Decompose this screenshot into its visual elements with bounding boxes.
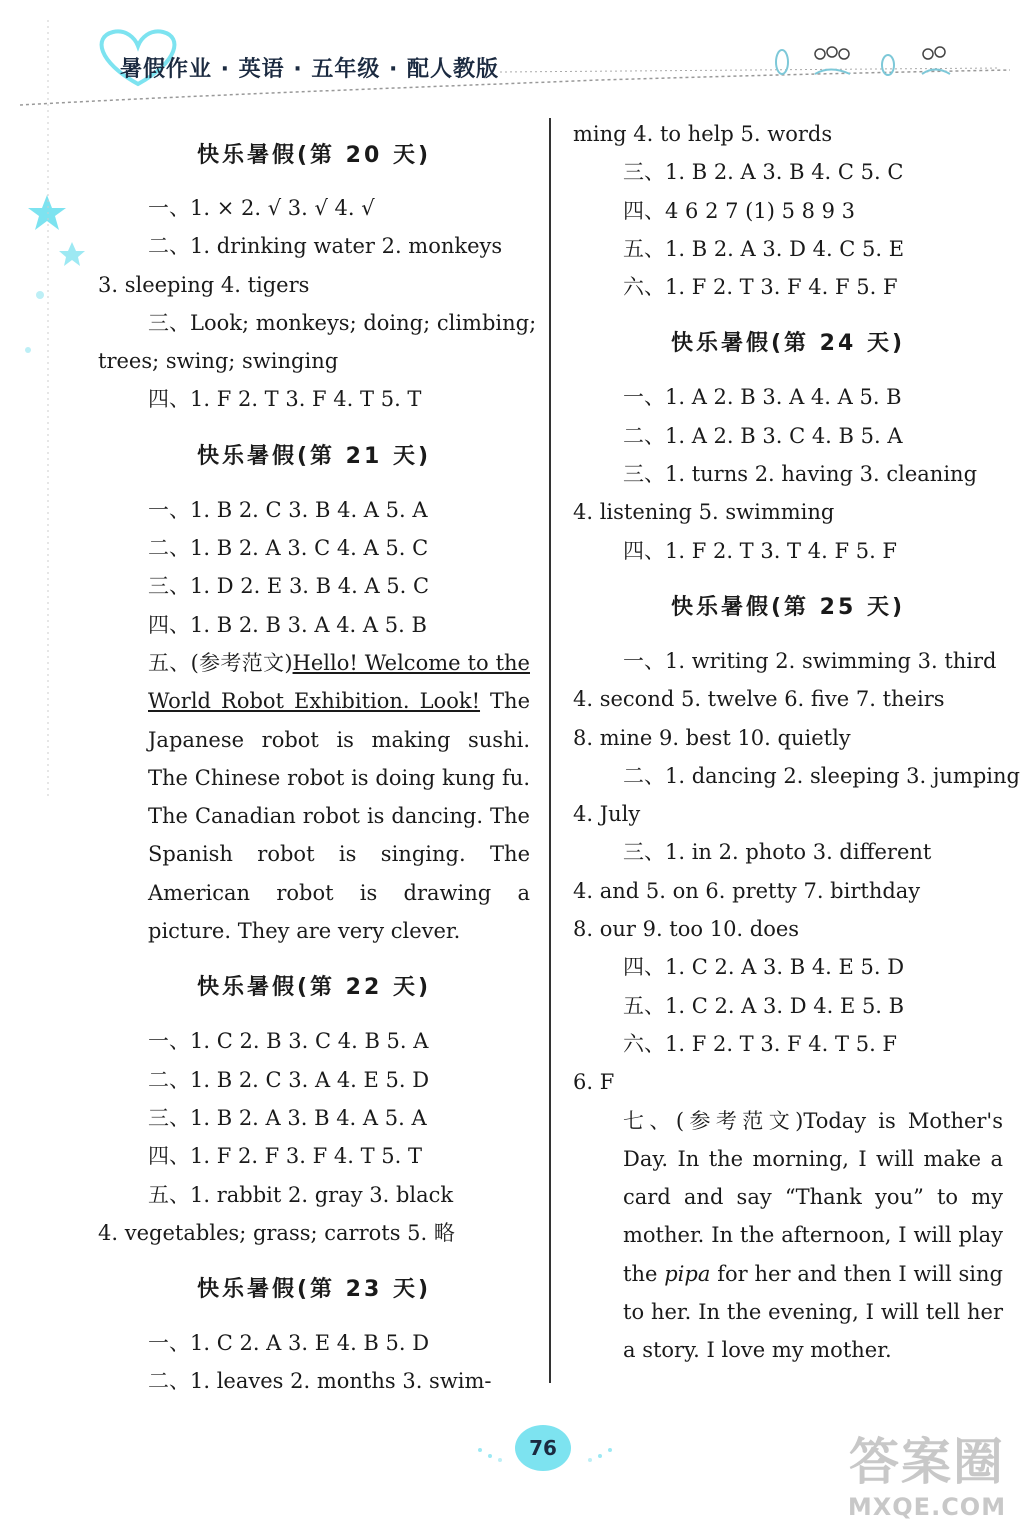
day22-section xyxy=(98,970,530,1252)
answer-line: 二、1. B 2. A 3. C 4. A 5. C xyxy=(148,536,429,561)
sample-essay xyxy=(98,644,530,950)
answer-line: 二、1. B 2. C 3. A 4. E 5. D xyxy=(148,1067,430,1092)
answer-line: 一、1. B 2. C 3. B 4. A 5. A xyxy=(148,497,428,522)
answer-line: 4. vegetables; grass; carrots 5. 略 xyxy=(98,1220,455,1245)
watermark-logo-text: 答案圈 xyxy=(849,1433,1005,1491)
answer-line: 二、1. drinking water 2. monkeys xyxy=(148,234,503,259)
answer-line: 二、1. dancing 2. sleeping 3. jumping xyxy=(623,763,1020,788)
answer-line: 4. July xyxy=(573,802,641,827)
answer-line: 五、1. C 2. A 3. D 4. E 5. B xyxy=(623,993,905,1018)
answer-line: 四、1. F 2. T 3. T 4. F 5. F xyxy=(623,538,897,563)
star-decoration-icon xyxy=(22,190,92,380)
section-title: 快乐暑假(第 25 天) xyxy=(670,594,906,620)
day23-continued-section xyxy=(573,115,1003,306)
answer-line: trees; swing; swinging xyxy=(98,349,339,374)
watermark-url: MXQE.COM xyxy=(847,1493,1007,1521)
page-header xyxy=(0,0,1032,110)
section-title: 快乐暑假(第 20 天) xyxy=(196,143,432,168)
left-margin-line xyxy=(46,20,50,800)
answer-line: 四、1. F 2. T 3. F 4. T 5. T xyxy=(148,387,422,412)
page-number: 76 xyxy=(515,1425,571,1471)
answer-line: 4. second 5. twelve 6. five 7. theirs xyxy=(573,687,945,712)
answer-line: 五、1. B 2. A 3. D 4. C 5. E xyxy=(623,236,905,261)
sample-essay xyxy=(573,1102,1003,1370)
essay-italic-text: pipa xyxy=(664,1261,711,1286)
essay-text: Today is Mother's Day. In the morning, I will make a card and say “Thank you” to my mother. In the afternoon, I will play the xyxy=(623,1108,1003,1286)
answer-line: 四、1. F 2. F 3. F 4. T 5. T xyxy=(148,1144,422,1169)
answer-line: 二、1. A 2. B 3. C 4. B 5. A xyxy=(623,423,903,448)
section-title: 快乐暑假(第 23 天) xyxy=(196,1277,432,1303)
essay-underlined-text: Hello! Welcome to the World Robot Exhibition. Look! xyxy=(148,650,530,714)
answer-line: 4. listening 5. swimming xyxy=(573,500,835,525)
right-column xyxy=(573,115,1020,1370)
day20-section xyxy=(98,138,537,419)
essay-prefix: 七、(参考范文) xyxy=(623,1108,804,1133)
answer-line: 3. sleeping 4. tigers xyxy=(98,272,310,297)
day25-section xyxy=(573,590,1020,1370)
answer-line: 一、1. C 2. A 3. E 4. B 5. D xyxy=(148,1331,430,1356)
essay-prefix: 五、(参考范文) xyxy=(148,650,293,675)
answer-line: 一、1. × 2. √ 3. √ 4. √ xyxy=(148,196,375,220)
answer-line: 三、1. D 2. E 3. B 4. A 5. C xyxy=(148,574,430,599)
answer-line: 六、1. F 2. T 3. F 4. T 5. F xyxy=(623,1031,897,1056)
section-title: 快乐暑假(第 22 天) xyxy=(196,975,432,1001)
answer-line: 五、1. rabbit 2. gray 3. black xyxy=(148,1182,454,1207)
essay-text: The Japanese robot is making sushi. The Chinese robot is doing kung fu. The Canadian robot is dancing. The Spanish robot is singing. The American robot is drawing a picture. They are very clever. xyxy=(148,689,530,944)
answer-line: 一、1. writing 2. swimming 3. third xyxy=(623,648,997,673)
answer-line: 4. and 5. on 6. pretty 7. birthday xyxy=(573,878,921,903)
answer-line: 8. mine 9. best 10. quietly xyxy=(573,725,851,750)
answer-line: 一、1. A 2. B 3. A 4. A 5. B xyxy=(623,385,902,410)
watermark xyxy=(832,1432,1022,1532)
day23-section xyxy=(98,1272,530,1401)
day21-section xyxy=(98,439,530,951)
section-title: 快乐暑假(第 24 天) xyxy=(670,331,906,357)
section-title: 快乐暑假(第 21 天) xyxy=(196,443,432,469)
answer-line: 四、1. C 2. A 3. B 4. E 5. D xyxy=(623,955,905,980)
answer-line: 四、1. B 2. B 3. A 4. A 5. B xyxy=(148,612,427,637)
answer-line: 一、1. C 2. B 3. C 4. B 5. A xyxy=(148,1029,429,1054)
answer-line: 三、1. B 2. A 3. B 4. C 5. C xyxy=(623,160,904,185)
column-divider xyxy=(549,118,551,1383)
answer-line: 6. F xyxy=(573,1070,615,1095)
essay-text: for her and then I will sing to her. In the evening, I will tell her a story. I love my mother. xyxy=(623,1261,1003,1363)
answer-line: ming 4. to help 5. words xyxy=(573,122,833,146)
answer-line: 六、1. F 2. T 3. F 4. F 5. F xyxy=(623,275,898,300)
answer-line: 四、4 6 2 7 (1) 5 8 9 3 xyxy=(623,198,856,223)
answer-line: 三、Look; monkeys; doing; climbing; xyxy=(148,310,537,335)
answer-line: 三、1. in 2. photo 3. different xyxy=(623,840,932,865)
day24-section xyxy=(573,326,1003,569)
left-column xyxy=(98,115,537,1401)
header-title: 暑假作业 · 英语 · 五年级 · 配人教版 xyxy=(120,57,500,82)
answer-line: 三、1. B 2. A 3. B 4. A 5. A xyxy=(148,1105,427,1130)
answer-line: 三、1. turns 2. having 3. cleaning xyxy=(623,462,978,487)
answer-line: 二、1. leaves 2. months 3. swim- xyxy=(148,1369,492,1394)
flower-decoration-icon xyxy=(770,40,970,85)
answer-line: 8. our 9. too 10. does xyxy=(573,917,800,942)
